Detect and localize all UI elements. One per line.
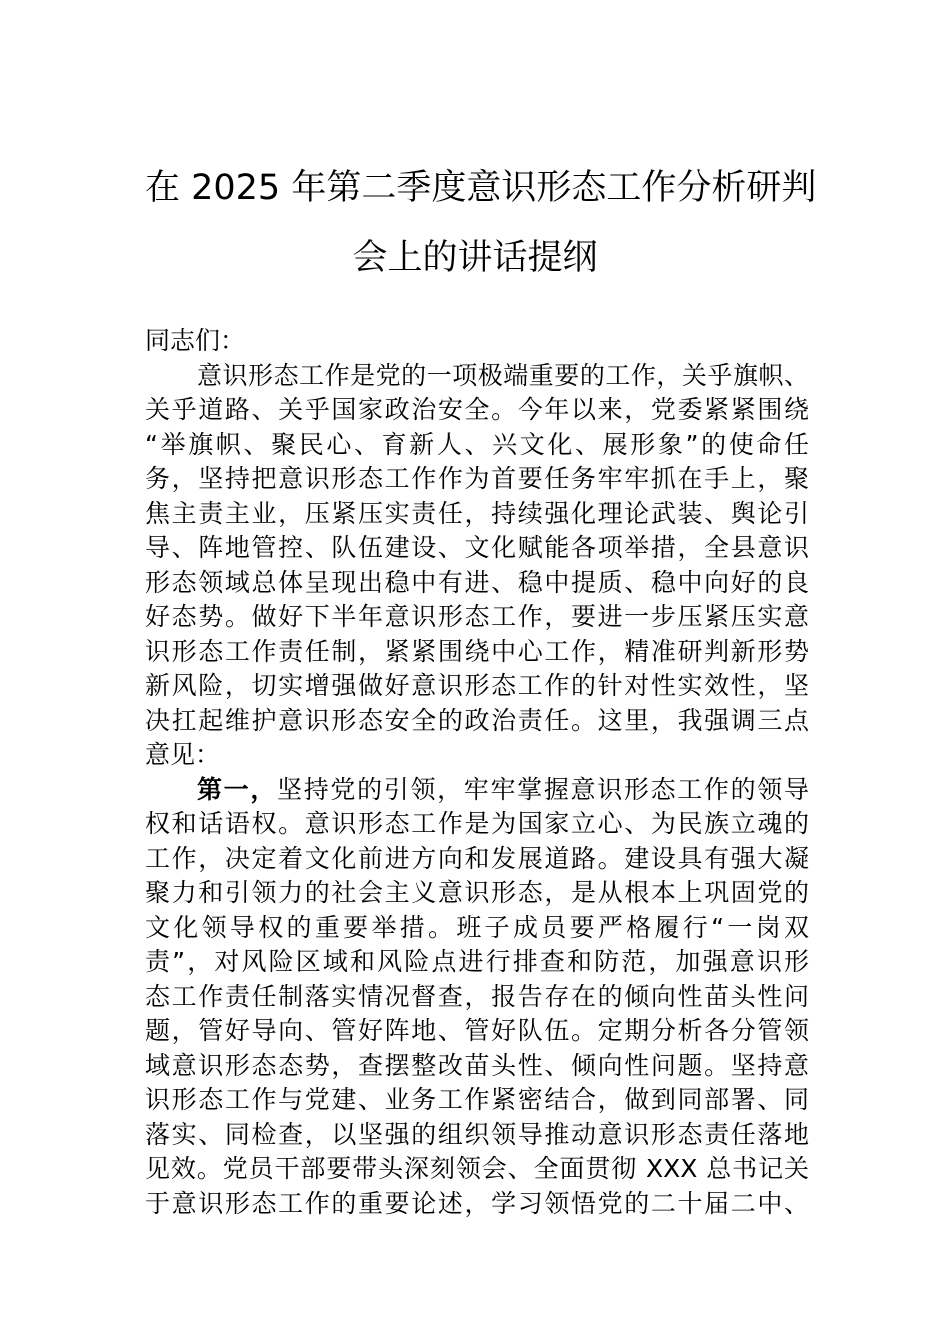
- paragraph-line: 形态领域总体呈现出稳中有进、稳中提质、稳中向好的良: [145, 567, 809, 597]
- document-title-line-1: 在 2025 年第二季度意识形态工作分析研判: [145, 168, 817, 208]
- document-body: [145, 324, 809, 1221]
- paragraph-line: 文化领导权的重要举措。班子成员要严格履行“一岗双: [145, 912, 809, 942]
- paragraph-line: 导、阵地管控、队伍建设、文化赋能各项举措，全县意识: [145, 533, 809, 562]
- paragraph-line: 意识形态工作是党的一项极端重要的工作，关乎旗帜、: [197, 360, 809, 390]
- paragraph-line: 态工作责任制落实情况督查，报告存在的倾向性苗头性问: [145, 981, 809, 1011]
- paragraph-line: 于意识形态工作的重要论述，学习领悟党的二十届二中、: [145, 1188, 809, 1218]
- paragraph-line: 新风险，切实增强做好意识形态工作的针对性实效性，坚: [145, 671, 809, 700]
- paragraph-line: “举旗帜、聚民心、育新人、兴文化、展形象”的使命任: [145, 429, 809, 459]
- paragraph-line: 见效。党员干部要带头深刻领会、全面贯彻 XXX 总书记关: [145, 1154, 809, 1183]
- paragraph-line: 责”，对风险区域和风险点进行排查和防范，加强意识形: [145, 947, 809, 976]
- paragraph-line: 识形态工作与党建、业务工作紧密结合，做到同部署、同: [145, 1085, 809, 1114]
- paragraph-line: 关乎道路、关乎国家政治安全。今年以来，党委紧紧围绕: [145, 395, 809, 424]
- paragraph-line: 域意识形态态势，查摆整改苗头性、倾向性问题。坚持意: [145, 1050, 809, 1080]
- paragraph-line: [145, 773, 809, 808]
- paragraph-line: 焦主责主业，压紧压实责任，持续强化理论武装、舆论引: [145, 498, 809, 528]
- paragraph-line: 意见：: [145, 740, 221, 769]
- point-text: 坚持党的引领，牢牢掌握意识形态工作的领导: [277, 774, 809, 804]
- paragraph-line: 权和话语权。意识形态工作是为国家立心、为民族立魂的: [145, 809, 809, 838]
- document-title-line-2: 会上的讲话提纲: [352, 238, 598, 278]
- paragraph-line: 聚力和引领力的社会主义意识形态，是从根本上巩固党的: [145, 878, 809, 907]
- paragraph-line: 务，坚持把意识形态工作作为首要任务牢牢抓在手上，聚: [145, 464, 809, 493]
- paragraph-line: 好态势。做好下半年意识形态工作，要进一步压紧压实意: [145, 602, 809, 631]
- paragraph-line: 决扛起维护意识形态安全的政治责任。这里，我强调三点: [145, 705, 809, 735]
- point-lead: 第一，: [197, 774, 278, 804]
- salutation: 同志们：: [145, 326, 246, 355]
- paragraph-line: 工作，决定着文化前进方向和发展道路。建设具有强大凝: [145, 843, 809, 873]
- paragraph-line: 落实、同检查，以坚强的组织领导推动意识形态责任落地: [145, 1119, 809, 1149]
- paragraph-line: 识形态工作责任制，紧紧围绕中心工作，精准研判新形势: [145, 636, 809, 666]
- paragraph-line: 题，管好导向、管好阵地、管好队伍。定期分析各分管领: [145, 1016, 809, 1045]
